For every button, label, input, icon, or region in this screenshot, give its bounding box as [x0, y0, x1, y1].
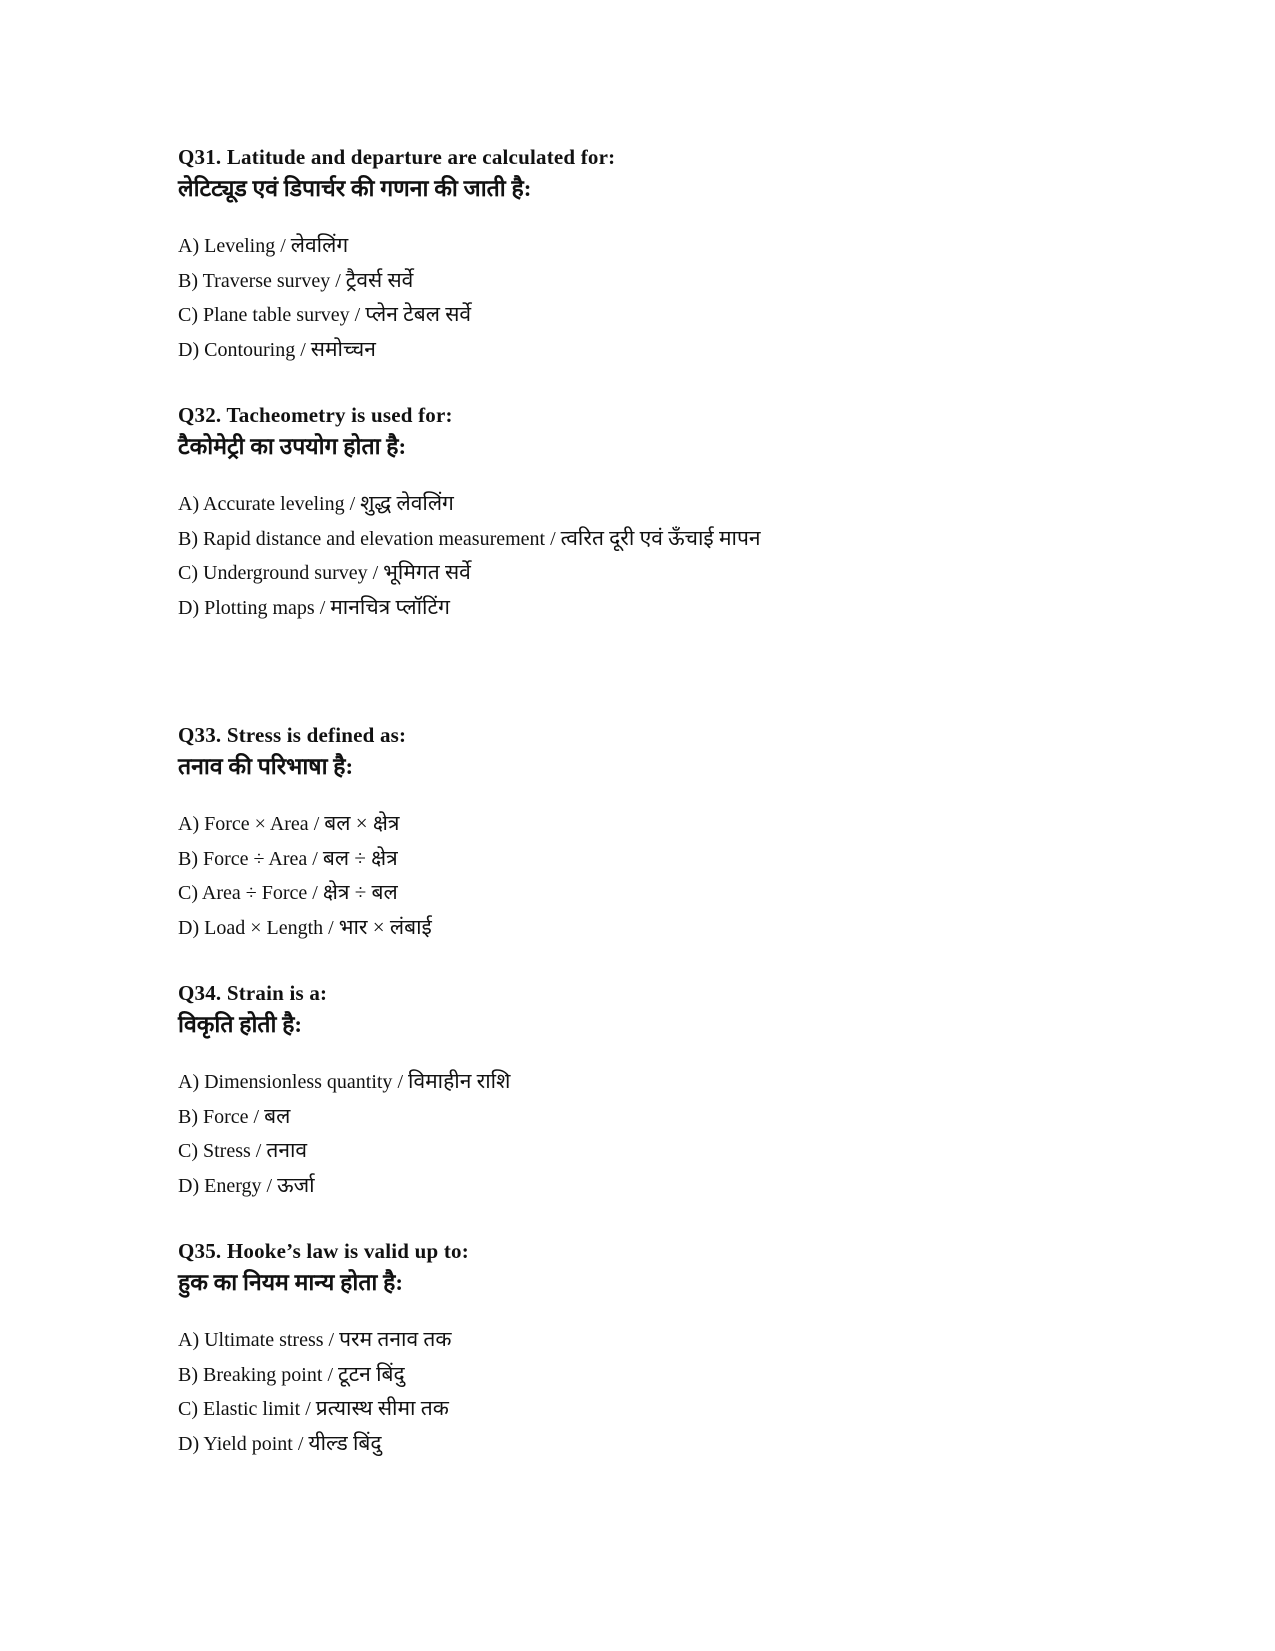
options-list	[178, 807, 1138, 945]
option-text-english: Stress	[203, 1140, 251, 1162]
option-text-hindi: तनाव	[266, 1138, 308, 1162]
answer-option	[178, 1392, 1138, 1427]
question-title-english	[178, 721, 1138, 750]
answer-option	[178, 229, 1138, 264]
option-text-hindi: प्रत्यास्थ सीमा तक	[315, 1396, 449, 1420]
option-text-hindi: भार × लंबाई	[338, 914, 432, 939]
option-separator: /	[392, 1071, 408, 1093]
option-separator: /	[261, 1174, 278, 1197]
option-text-hindi: बल	[264, 1103, 291, 1128]
option-label: A)	[178, 493, 203, 515]
option-separator: /	[344, 493, 361, 515]
answer-option	[178, 1427, 1138, 1462]
option-text-english: Force × Area	[204, 813, 309, 835]
question-text-english: Hooke’s law is valid up to:	[226, 1239, 469, 1263]
options-list	[178, 1323, 1138, 1461]
option-label: C)	[178, 562, 203, 584]
answer-option	[178, 591, 1138, 626]
answer-option	[178, 264, 1138, 299]
question-block	[178, 979, 1138, 1203]
option-separator: /	[307, 882, 323, 904]
option-text-english: Area ÷ Force	[201, 882, 308, 904]
option-label: B)	[178, 847, 203, 870]
question-text-english: Tacheometry is used for:	[226, 403, 453, 427]
answer-option	[178, 487, 1138, 522]
option-label: D)	[178, 596, 205, 619]
option-text-english: Elastic limit	[203, 1398, 301, 1420]
option-separator: /	[367, 562, 384, 584]
option-separator: /	[248, 1105, 265, 1128]
options-list	[178, 229, 1138, 367]
option-text-english: Contouring	[204, 338, 296, 361]
option-text-english: Energy	[204, 1174, 262, 1197]
answer-option	[178, 911, 1138, 946]
option-text-hindi: क्षेत्र ÷ बल	[322, 880, 398, 904]
option-text-english: Underground survey	[203, 562, 368, 584]
option-separator: /	[300, 1398, 316, 1420]
option-text-english: Load × Length	[204, 916, 324, 939]
option-label: A)	[178, 235, 205, 257]
option-text-hindi: त्वरित दूरी एवं ऊँचाई मापन	[560, 525, 761, 550]
options-list	[178, 487, 1138, 625]
option-text-hindi: प्लेन टेबल सर्वे	[365, 302, 472, 326]
option-label: A)	[178, 813, 205, 835]
question-title-hindi: विकृति होती है:	[178, 1012, 303, 1037]
question-block	[178, 143, 1138, 367]
option-separator: /	[330, 269, 346, 292]
option-text-hindi: लेवलिंग	[290, 233, 349, 257]
options-list	[178, 1065, 1138, 1203]
option-label: A)	[178, 1071, 205, 1093]
question-title-english	[178, 1237, 1138, 1266]
option-text-english: Plane table survey	[203, 304, 350, 326]
option-label: D)	[178, 1432, 204, 1455]
question-block	[178, 721, 1138, 945]
option-separator: /	[545, 527, 561, 550]
option-text-hindi: ऊर्जा	[277, 1172, 315, 1197]
option-text-english: Yield point	[203, 1432, 293, 1455]
question-title-english	[178, 979, 1138, 1008]
option-separator: /	[323, 916, 339, 939]
answer-option	[178, 298, 1138, 333]
question-text-english: Strain is a:	[226, 981, 328, 1005]
question-block	[178, 1237, 1138, 1461]
option-separator: /	[323, 1329, 340, 1351]
question-number: Q31.	[178, 145, 222, 169]
option-text-english: Force	[203, 1105, 249, 1128]
question-text-english: Latitude and departure are calculated for:	[226, 145, 616, 169]
answer-option	[178, 522, 1138, 557]
answer-option	[178, 1065, 1138, 1100]
answer-option	[178, 1134, 1138, 1169]
option-separator: /	[322, 1363, 338, 1386]
option-label: D)	[178, 1174, 205, 1197]
option-text-hindi: यील्ड बिंदु	[308, 1430, 382, 1455]
answer-option	[178, 842, 1138, 877]
option-label: C)	[178, 882, 202, 904]
option-text-english: Force ÷ Area	[203, 847, 308, 870]
option-text-english: Plotting maps	[204, 596, 315, 619]
answer-option	[178, 1169, 1138, 1204]
option-separator: /	[250, 1140, 267, 1162]
option-text-english: Breaking point	[203, 1363, 323, 1386]
question-title-english	[178, 143, 1138, 172]
option-label: C)	[178, 1398, 203, 1420]
answer-option	[178, 1100, 1138, 1135]
option-text-hindi: ट्रैवर्स सर्वे	[345, 267, 414, 292]
option-text-hindi: शुद्ध लेवलिंग	[360, 491, 454, 515]
option-label: D)	[178, 338, 205, 361]
question-title-hindi: लेटिट्यूड एवं डिपार्चर की गणना की जाती है:	[178, 176, 532, 201]
option-text-english: Ultimate stress	[204, 1329, 324, 1351]
question-number: Q33.	[178, 723, 222, 747]
answer-option	[178, 1358, 1138, 1393]
option-label: A)	[178, 1329, 205, 1351]
question-number: Q32.	[178, 403, 222, 427]
question-title-hindi: तनाव की परिभाषा है:	[178, 754, 354, 779]
option-text-hindi: मानचित्र प्लॉटिंग	[330, 594, 450, 619]
option-text-english: Rapid distance and elevation measurement	[203, 527, 546, 550]
question-number: Q34.	[178, 981, 222, 1005]
option-separator: /	[349, 304, 366, 326]
answer-option	[178, 876, 1138, 911]
option-text-hindi: बल × क्षेत्र	[324, 811, 400, 835]
option-text-hindi: बल ÷ क्षेत्र	[322, 845, 398, 870]
option-text-english: Dimensionless quantity	[204, 1071, 393, 1093]
option-text-hindi: समोच्चन	[310, 336, 376, 361]
option-text-hindi: परम तनाव तक	[339, 1327, 452, 1351]
option-separator: /	[314, 596, 331, 619]
option-separator: /	[307, 847, 323, 870]
option-separator: /	[292, 1432, 309, 1455]
option-label: B)	[178, 1105, 203, 1128]
option-label: B)	[178, 527, 203, 550]
option-label: C)	[178, 1140, 203, 1162]
option-separator: /	[295, 338, 311, 361]
question-text-english: Stress is defined as:	[226, 723, 407, 747]
option-label: B)	[178, 269, 203, 292]
option-label: D)	[178, 916, 205, 939]
answer-option	[178, 333, 1138, 368]
option-text-hindi: भूमिगत सर्वे	[383, 560, 471, 584]
question-title-hindi: टैकोमेट्री का उपयोग होता है:	[178, 434, 407, 459]
question-paper	[178, 143, 1138, 1495]
option-text-english: Accurate leveling	[203, 493, 345, 515]
option-label: B)	[178, 1363, 203, 1386]
question-block	[178, 401, 1138, 625]
question-number: Q35.	[178, 1239, 222, 1263]
option-text-english: Leveling	[204, 235, 276, 257]
question-title-english	[178, 401, 1138, 430]
option-separator: /	[308, 813, 325, 835]
answer-option	[178, 556, 1138, 591]
answer-option	[178, 1323, 1138, 1358]
option-text-hindi: टूटन बिंदु	[338, 1361, 405, 1386]
option-label: C)	[178, 304, 203, 326]
question-title-hindi: हुक का नियम मान्य होता है:	[178, 1270, 404, 1295]
answer-option	[178, 807, 1138, 842]
option-text-hindi: विमाहीन राशि	[408, 1069, 511, 1093]
option-separator: /	[275, 235, 291, 257]
option-text-english: Traverse survey	[202, 269, 331, 292]
